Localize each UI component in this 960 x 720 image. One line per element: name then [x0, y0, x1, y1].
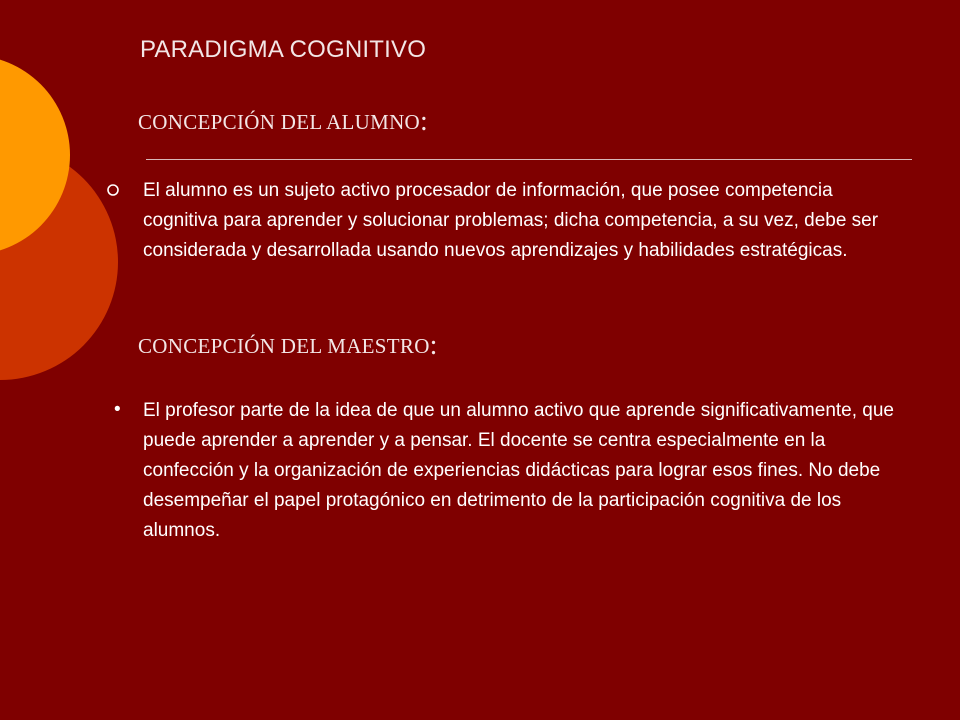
heading-colon: : — [429, 330, 438, 361]
heading-text: CONCEPCIÓN DEL MAESTRO — [138, 334, 430, 358]
heading-text: CONCEPCIÓN DEL ALUMNO — [138, 110, 421, 134]
maestro-paragraph: El profesor parte de la idea de que un alumno activo que aprende significativamente, que puede aprender a aprender y a pensar. El docente se centra especialmente en la confección y la organización de experiencias didácticas para lograr esos fines. No debe desempeñar el papel protagónico en detrimento de la participación cognitiva de los alumnos. — [143, 400, 894, 541]
bullet-dot: • — [114, 399, 121, 420]
ring-bullet-icon — [106, 183, 120, 197]
section-heading-alumno — [138, 106, 428, 138]
slide-title: PARADIGMA COGNITIVO — [140, 36, 427, 63]
heading-colon: : — [420, 106, 429, 137]
alumno-paragraph: El alumno es un sujeto activo procesador de información, que posee competencia cognitiva para aprender y solucionar problemas; dicha competencia, a su vez, debe ser considerada y desarrollada usando nuevos aprendizajes y habilidades estratégicas. — [143, 180, 879, 261]
section-heading-maestro — [138, 330, 438, 362]
divider-line — [146, 159, 912, 160]
